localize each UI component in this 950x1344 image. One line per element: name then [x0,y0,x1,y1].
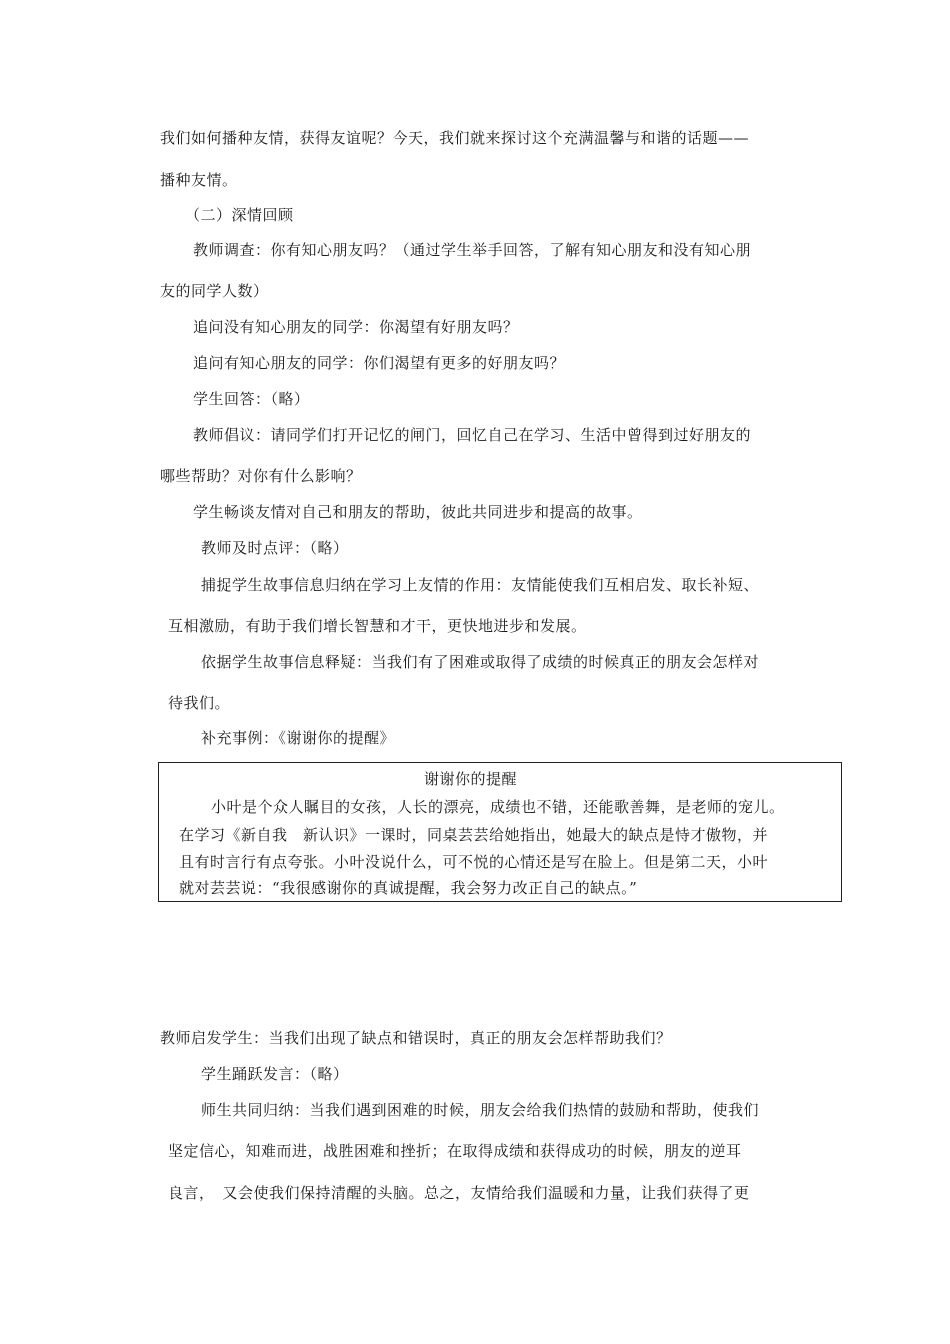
paragraph-line: 教师及时点评：（略） [201,539,349,557]
paragraph-line: 捕捉学生故事信息归纳在学习上友情的作用：友情能使我们互相启发、取长补短、 [201,576,760,594]
paragraph-line: 哪些帮助？对你有什么影响？ [160,467,362,485]
paragraph-line: 依据学生故事信息释疑：当我们有了困难或取得了成绩的时候真正的朋友会怎样对 [201,653,760,671]
paragraph-line: 播种友情。 [160,171,238,189]
paragraph-line: 追问没有知心朋友的同学：你渴望有好朋友吗？ [193,318,519,336]
paragraph-line: 我们如何播种友情，获得友谊呢？今天，我们就来探讨这个充满温馨与和谐的话题—— [160,129,750,147]
paragraph-line: 教师调查：你有知心朋友吗？（通过学生举手回答，了解有知心朋友和没有知心朋 [193,241,752,259]
story-line: 且有时言行有点夸张。小叶没说什么，可不悦的心情还是写在脸上。但是第二天，小叶 [179,853,769,871]
story-box [158,762,842,902]
paragraph-line: 追问有知心朋友的同学：你们渴望有更多的好朋友吗？ [193,354,566,372]
paragraph-line: 学生畅谈友情对自己和朋友的帮助，彼此共同进步和提高的故事。 [193,503,643,521]
paragraph-line: 互相激励，有助于我们增长智慧和才干，更快地进步和发展。 [168,617,587,635]
paragraph-line: 良言， 又会使我们保持清醒的头脑。总之，友情给我们温暖和力量，让我们获得了更 [168,1184,750,1202]
paragraph-line: 补充事例：《谢谢你的提醒》 [201,729,396,747]
story-line: 在学习《新自我 新认识》一课时，同桌芸芸给她指出，她最大的缺点是恃才傲物，并 [179,826,769,844]
paragraph-line: 师生共同归纳：当我们遇到困难的时候，朋友会给我们热情的鼓励和帮助，使我们 [201,1101,760,1119]
paragraph-line: 教师启发学生：当我们出现了缺点和错误时，真正的朋友会怎样帮助我们？ [160,1029,672,1047]
paragraph-line: 坚定信心，知难而进，战胜困难和挫折；在取得成绩和获得成功的时候，朋友的逆耳 [168,1142,742,1160]
paragraph-line: 教师倡议：请同学们打开记忆的闸门，回忆自己在学习、生活中曾得到过好朋友的 [193,426,752,444]
paragraph-line: 友的同学人数） [160,282,269,300]
story-line: 小叶是个众人瞩目的女孩，人长的漂亮，成绩也不错，还能歌善舞，是老师的宠儿。 [211,798,785,816]
story-title: 谢谢你的提醒 [424,770,518,788]
story-line: 就对芸芸说：“我很感谢你的真诚提醒，我会努力改正自己的缺点。” [179,879,638,897]
paragraph-line: 待我们。 [168,694,231,712]
paragraph-line: 学生回答：（略） [193,390,310,408]
paragraph-line: 学生踊跃发言：（略） [201,1065,349,1083]
section-heading: （二）深情回顾 [185,206,294,224]
